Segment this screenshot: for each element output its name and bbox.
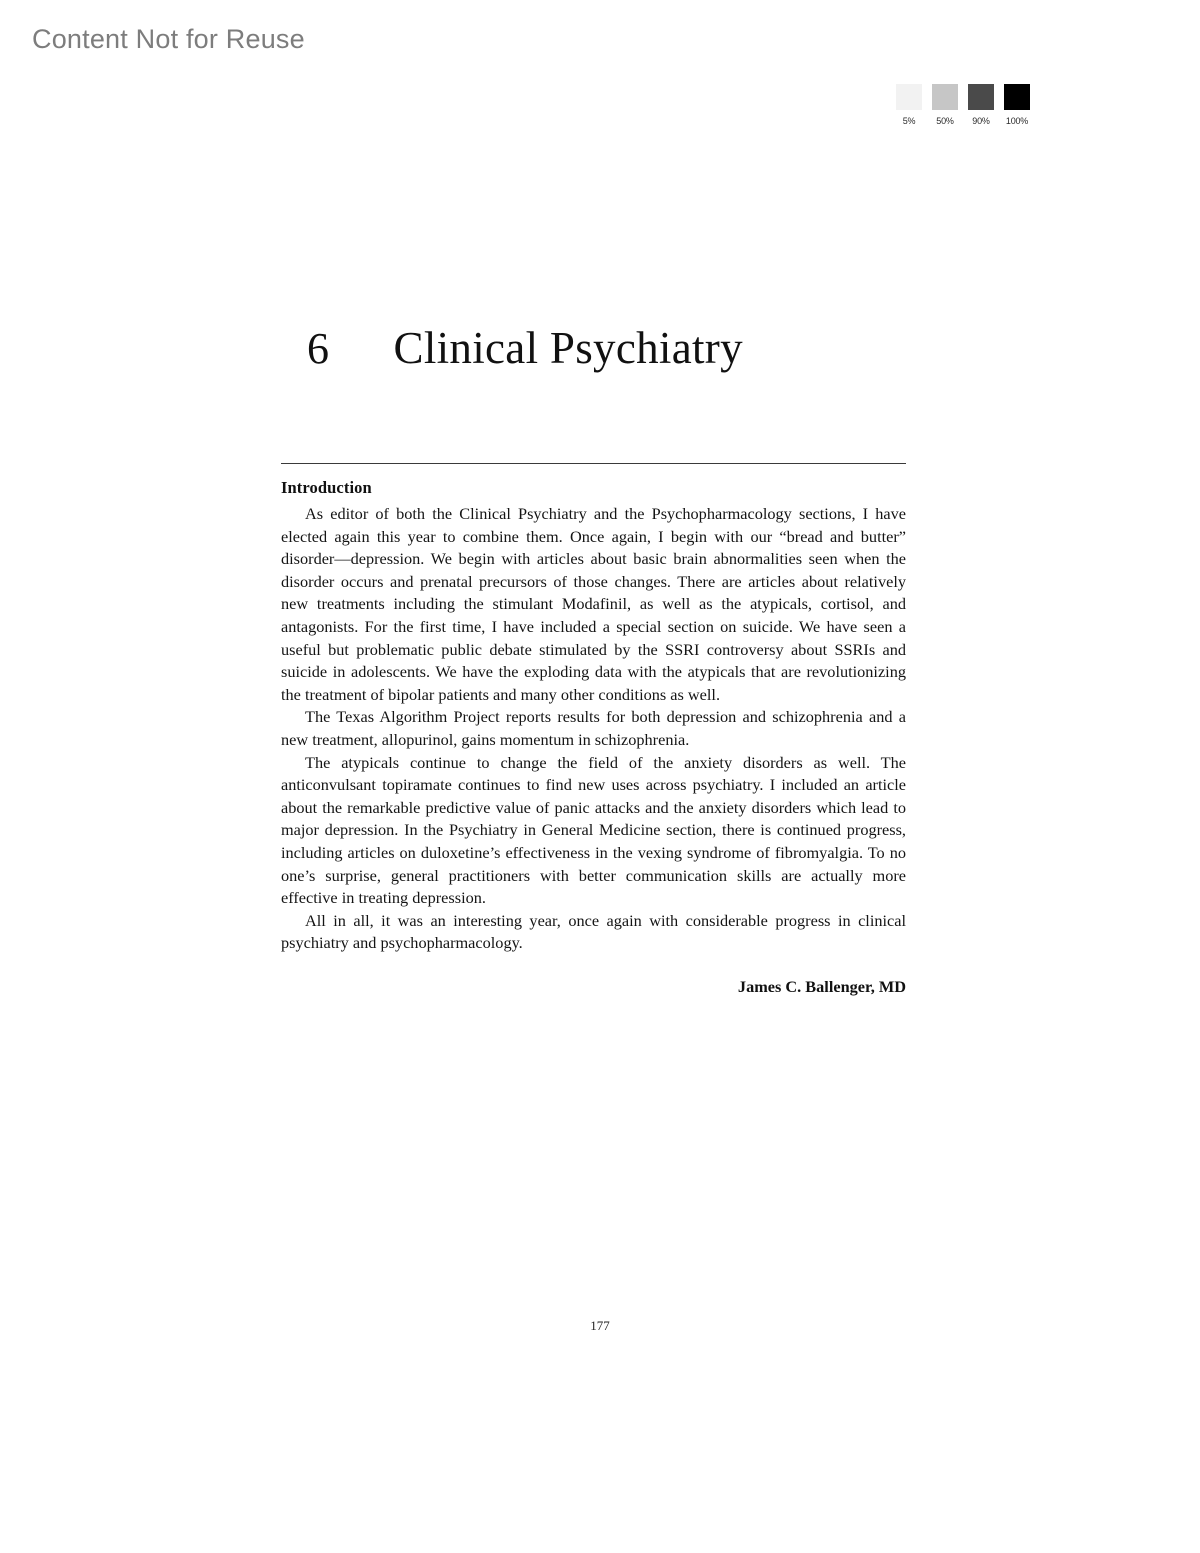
calibration-swatch-5 [896, 84, 922, 110]
body-paragraph: All in all, it was an interesting year, once again with considerable progress in clinical psychiatry and psychopharmacology. [281, 910, 906, 953]
calibration-swatch-cell [927, 84, 963, 126]
body-paragraph: The Texas Algorithm Project reports results for both depression and schizophrenia and a new treatment, allopurinol, gains momentum in schizophrenia. [281, 707, 906, 749]
chapter-heading [307, 322, 743, 374]
calibration-swatch-50 [932, 84, 958, 110]
section-divider-rule [281, 463, 906, 464]
calibration-swatch-cell [963, 84, 999, 126]
calibration-label-90: 90% [972, 116, 990, 126]
calibration-label-100: 100% [1005, 116, 1029, 126]
calibration-swatch-100 [1004, 84, 1030, 110]
calibration-swatch-cell [891, 84, 927, 126]
calibration-swatch-cell [999, 84, 1035, 126]
grayscale-calibration-strip [891, 84, 1035, 126]
author-signature: James C. Ballenger, MD [737, 976, 906, 996]
page-number: 177 [590, 1318, 610, 1333]
calibration-label-50: 50% [936, 116, 954, 126]
body-paragraph: The atypicals continue to change the field of the anxiety disorders as well. The anticonvulsant topiramate continues to find new uses across psychiatry. I included an article about the remarkable predictive value of panic attacks and the anxiety disorders which lead to major depression. In the Psychiatry in General Medicine section, there is continued progress, including articles on duloxetine’s effectiveness in the vexing syndrome of fibromyalgia. To no one’s surprise, general practitioners with better communication skills are actually more effective in treating depression. [281, 752, 906, 908]
body-column [281, 463, 906, 997]
chapter-title: Clinical Psychiatry [393, 323, 743, 373]
watermark-text: Content Not for Reuse [32, 24, 305, 54]
body-paragraph: As editor of both the Clinical Psychiatry and the Psychopharmacology sections, I have elected again this year to combine them. Once again, I begin with our “bread and butter” disorder—depression. We begin with articles about basic brain abnormalities seen when the disorder occurs and prenatal precursors of those changes. There are articles about relatively new treatments including the stimulant Modafinil, as well as the atypicals, cortisol, and antagonists. For the first time, I have included a special section on suicide. We have seen a useful but problematic public debate stimulated by the SSRI controversy about SSRIs and suicide in adolescents. We have the exploding data with the atypicals that are revolutionizing the treatment of bipolar patients and many other conditions as well. [281, 504, 906, 704]
chapter-number: 6 [307, 324, 330, 373]
section-heading: Introduction [281, 478, 372, 497]
calibration-swatch-90 [968, 84, 994, 110]
calibration-label-5: 5% [902, 116, 916, 126]
